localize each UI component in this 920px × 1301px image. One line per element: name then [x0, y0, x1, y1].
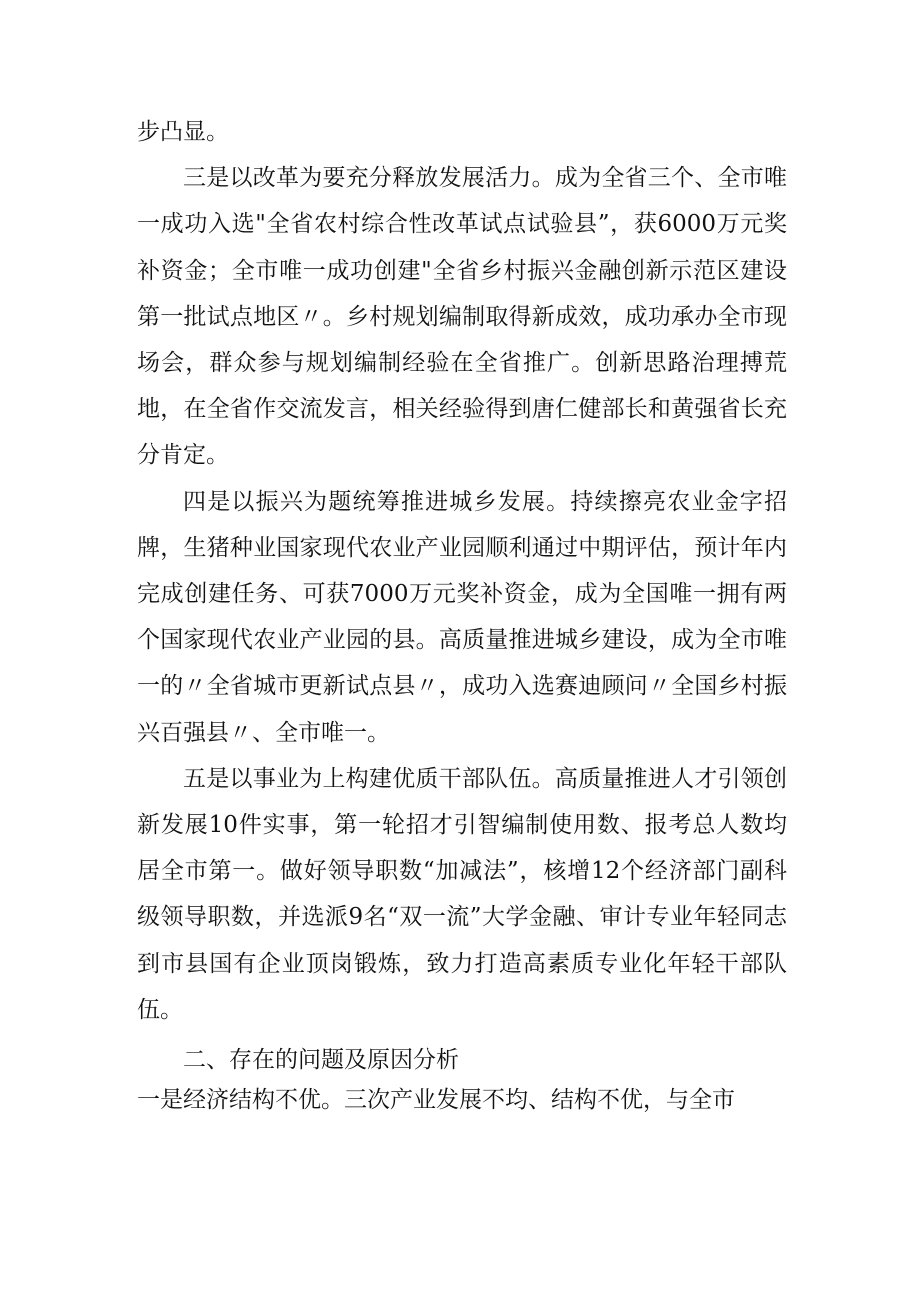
section-heading: 二、存在的问题及原因分析: [183, 1047, 459, 1074]
paragraph-reform: 三是以改革为要充分释放发展活力。成为全省三个、全市唯一成功入选"全省农村综合性改革试点试验县”，获6000万元奖补资金；全市唯一成功创建"全省乡村振兴金融创新示范区建设第一批试点地区〃。乡村规划编制取得新成效，成功承办全市现场会，群众参与规划编制经验在全省推广。创新思路治理搏荒地，在全省作交流发言，相关经验得到唐仁健部长和黄强省长充分肯定。: [137, 165, 787, 469]
paragraph-cadres: 五是以事业为上构建优质干部队伍。高质量推进人才引领创新发展10件实事，第一轮招才引智编制使用数、报考总人数均居全市第一。做好领导职数“加减法”，核增12个经济部门副科级领导职数，并选派9名“双一流”大学金融、审计专业年轻同志到市县国有企业顶岗锻炼，致力打造高素质专业化年轻干部队伍。: [137, 765, 787, 1023]
paragraph-revitalization: 四是以振兴为题统筹推进城乡发展。持续擦亮农业金字招牌，生猪种业国家现代农业产业园顺利通过中期评估，预计年内完成创建任务、可获7000万元奖补资金，成为全国唯一拥有两个国家现代农业产业园的县。高质量推进城乡建设，成为全市唯一的〃全省城市更新试点县〃，成功入选赛迪顾问〃全国乡村振兴百强县〃、全市唯一。: [137, 488, 787, 746]
paragraph-economic-structure: 一是经济结构不优。三次产业发展不均、结构不优，与全市: [137, 1087, 735, 1114]
document-body: [137, 109, 787, 1123]
paragraph-continuation: 步凸显。: [137, 119, 229, 145]
